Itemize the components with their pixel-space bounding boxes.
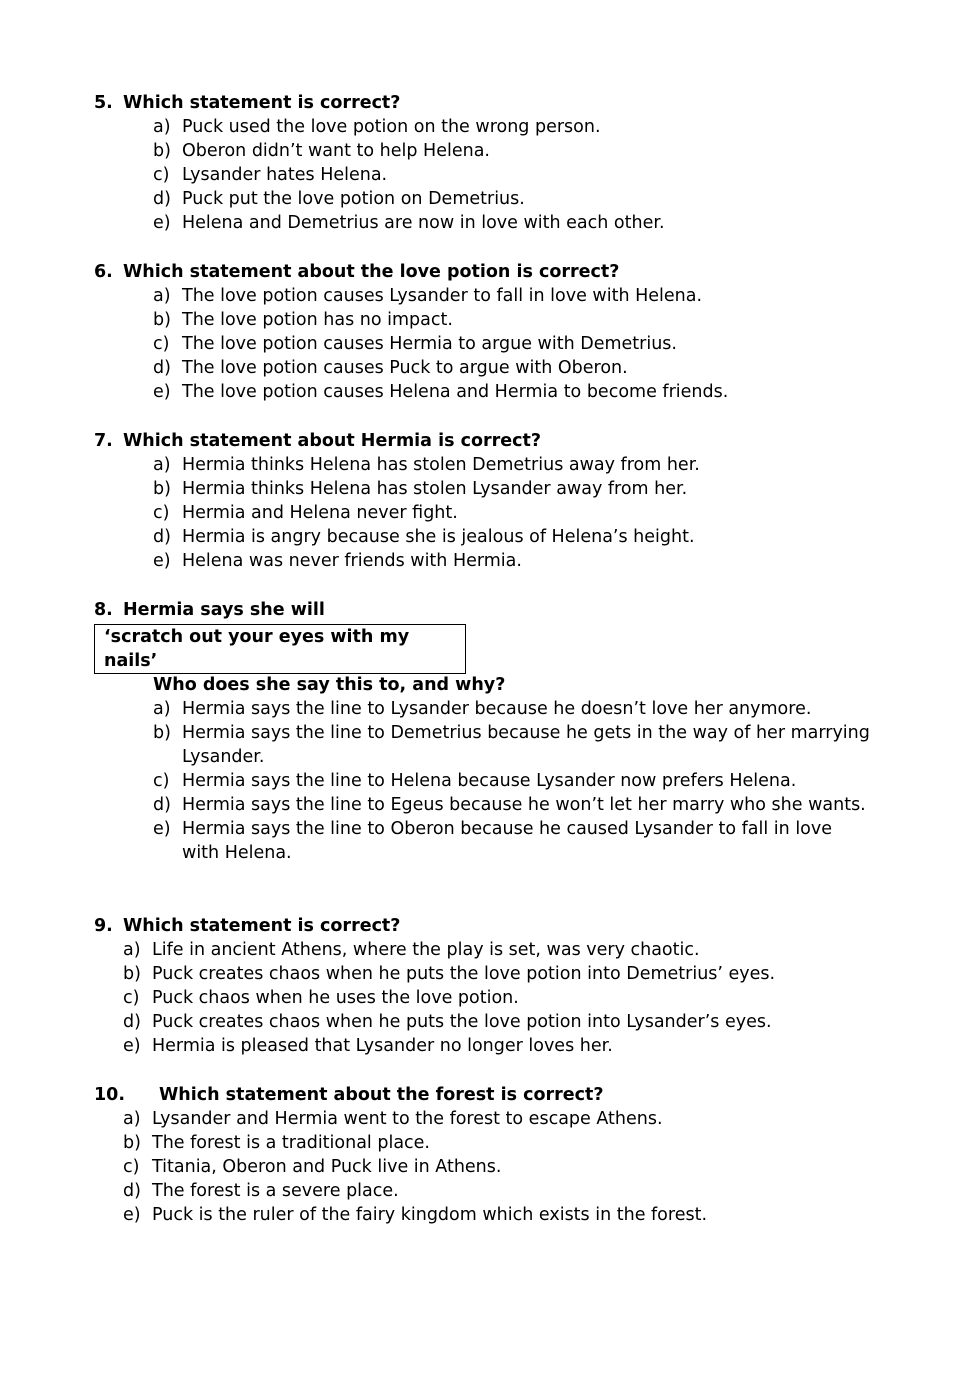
answer-option-a — [94, 115, 894, 139]
answer-options — [94, 284, 894, 404]
answer-option-d — [94, 356, 894, 380]
answer-option-b — [94, 477, 894, 501]
option-text: Puck used the love potion on the wrong person. — [182, 117, 601, 137]
option-text: The forest is a severe place. — [152, 1181, 399, 1201]
answer-option-a — [94, 284, 894, 308]
answer-option-d — [94, 187, 894, 211]
option-letter: e) — [123, 1036, 141, 1056]
option-letter: b) — [153, 141, 171, 161]
option-letter: c) — [153, 334, 170, 354]
question-7 — [94, 429, 894, 573]
option-text: Life in ancient Athens, where the play is set, was very chaotic. — [152, 940, 700, 960]
option-letter: a) — [153, 117, 171, 137]
option-text: Lysander and Hermia went to the forest to escape Athens. — [152, 1109, 663, 1129]
option-text: The love potion causes Helena and Hermia to become friends. — [182, 382, 729, 402]
question-heading — [94, 91, 894, 115]
option-text: Oberon didn’t want to help Helena. — [182, 141, 490, 161]
option-text: Hermia says the line to Lysander because he doesn’t love her anymore. — [182, 699, 812, 719]
question-number: 5. — [94, 93, 113, 113]
quote-text: ‘scratch out your eyes with my nails’ — [104, 627, 410, 671]
option-text: Helena and Demetrius are now in love with each other. — [182, 213, 665, 233]
question-text: Hermia says she will — [123, 600, 325, 620]
answer-option-d — [94, 793, 874, 817]
option-text: The forest is a traditional place. — [152, 1133, 430, 1153]
answer-option-c — [94, 769, 874, 793]
option-text: The love potion causes Puck to argue with Oberon. — [182, 358, 628, 378]
option-letter: c) — [123, 1157, 140, 1177]
option-letter: d) — [123, 1012, 141, 1032]
option-text: The love potion causes Lysander to fall in love with Helena. — [182, 286, 703, 306]
option-text: Puck is the ruler of the fairy kingdom which exists in the forest. — [152, 1205, 708, 1225]
option-letter: e) — [123, 1205, 141, 1225]
option-letter: e) — [153, 213, 171, 233]
option-letter: e) — [153, 551, 171, 571]
option-letter: a) — [123, 1109, 141, 1129]
answer-options — [94, 453, 894, 573]
option-text: Hermia says the line to Egeus because he won’t let her marry who she wants. — [182, 795, 866, 815]
option-letter: a) — [153, 286, 171, 306]
option-letter: e) — [153, 382, 171, 402]
option-text: Helena was never friends with Hermia. — [182, 551, 522, 571]
option-letter: b) — [123, 1133, 141, 1153]
answer-option-e — [94, 1203, 894, 1227]
answer-option-b — [94, 308, 894, 332]
question-heading — [94, 260, 894, 284]
option-text: The love potion causes Hermia to argue with Demetrius. — [182, 334, 677, 354]
question-8-options — [94, 697, 874, 865]
question-text: Which statement is correct? — [123, 93, 401, 113]
answer-options — [94, 697, 874, 865]
answer-option-a — [94, 938, 894, 962]
answer-option-e — [94, 817, 874, 865]
option-letter: d) — [153, 189, 171, 209]
question-5 — [94, 91, 894, 235]
option-text: Hermia says the line to Demetrius because he gets in the way of her marrying Lysander. — [182, 723, 870, 767]
option-letter: c) — [153, 771, 170, 791]
question-heading — [94, 598, 894, 622]
question-9 — [94, 914, 894, 1058]
answer-option-d — [94, 1179, 894, 1203]
option-text: Puck creates chaos when he puts the love potion into Demetrius’ eyes. — [152, 964, 776, 984]
option-letter: e) — [153, 819, 171, 839]
question-number: 10. — [94, 1085, 126, 1105]
option-text: The love potion has no impact. — [182, 310, 453, 330]
option-text: Puck chaos when he uses the love potion. — [152, 988, 519, 1008]
option-letter: a) — [153, 455, 171, 475]
question-heading — [94, 429, 894, 453]
answer-options — [94, 938, 894, 1058]
option-text: Puck creates chaos when he puts the love potion into Lysander’s eyes. — [152, 1012, 772, 1032]
option-text: Hermia and Helena never fight. — [182, 503, 458, 523]
option-letter: c) — [153, 503, 170, 523]
answer-option-d — [94, 525, 894, 549]
option-text: Hermia is angry because she is jealous of Helena’s height. — [182, 527, 695, 547]
option-letter: b) — [153, 479, 171, 499]
question-number: 8. — [94, 600, 113, 620]
question-text: Which statement about the forest is correct? — [159, 1085, 604, 1105]
answer-option-b — [94, 962, 894, 986]
question-heading — [94, 1083, 894, 1107]
answer-option-b — [94, 139, 894, 163]
answer-options — [94, 115, 894, 235]
option-letter: d) — [153, 527, 171, 547]
answer-option-c — [94, 986, 894, 1010]
answer-option-b — [94, 1131, 894, 1155]
answer-option-a — [94, 1107, 894, 1131]
option-letter: c) — [153, 165, 170, 185]
option-text: Hermia is pleased that Lysander no longer loves her. — [152, 1036, 613, 1056]
question-6 — [94, 260, 894, 404]
answer-option-b — [94, 721, 874, 769]
option-text: Puck put the love potion on Demetrius. — [182, 189, 525, 209]
question-text: Which statement is correct? — [123, 916, 401, 936]
answer-option-e — [94, 211, 894, 235]
option-text: Hermia says the line to Oberon because he caused Lysander to fall in love with Helena. — [182, 819, 833, 863]
question-text: Which statement about the love potion is correct? — [123, 262, 620, 282]
answer-option-c — [94, 332, 894, 356]
answer-option-e — [94, 1034, 894, 1058]
answer-option-e — [94, 380, 894, 404]
answer-option-a — [94, 453, 894, 477]
option-letter: a) — [123, 940, 141, 960]
option-text: Hermia thinks Helena has stolen Lysander away from her. — [182, 479, 688, 499]
question-number: 9. — [94, 916, 113, 936]
question-heading — [94, 914, 894, 938]
answer-option-c — [94, 1155, 894, 1179]
option-letter: d) — [153, 795, 171, 815]
question-text: Which statement about Hermia is correct? — [123, 431, 542, 451]
question-number: 6. — [94, 262, 113, 282]
option-letter: a) — [153, 699, 171, 719]
option-letter: d) — [123, 1181, 141, 1201]
answer-option-d — [94, 1010, 894, 1034]
option-letter: d) — [153, 358, 171, 378]
sub-question: Who does she say this to, and why? — [153, 675, 506, 695]
option-text: Hermia says the line to Helena because Lysander now prefers Helena. — [182, 771, 797, 791]
question-10 — [94, 1083, 894, 1227]
answer-option-a — [94, 697, 874, 721]
option-text: Hermia thinks Helena has stolen Demetrius away from her. — [182, 455, 700, 475]
option-text: Titania, Oberon and Puck live in Athens. — [152, 1157, 502, 1177]
option-letter: b) — [123, 964, 141, 984]
answer-option-e — [94, 549, 894, 573]
quote-box — [94, 624, 466, 674]
answer-options — [94, 1107, 894, 1227]
question-number: 7. — [94, 431, 113, 451]
question-8 — [94, 598, 894, 622]
answer-option-c — [94, 501, 894, 525]
option-text: Lysander hates Helena. — [182, 165, 388, 185]
answer-option-c — [94, 163, 894, 187]
option-letter: b) — [153, 310, 171, 330]
option-letter: b) — [153, 723, 171, 743]
option-letter: c) — [123, 988, 140, 1008]
